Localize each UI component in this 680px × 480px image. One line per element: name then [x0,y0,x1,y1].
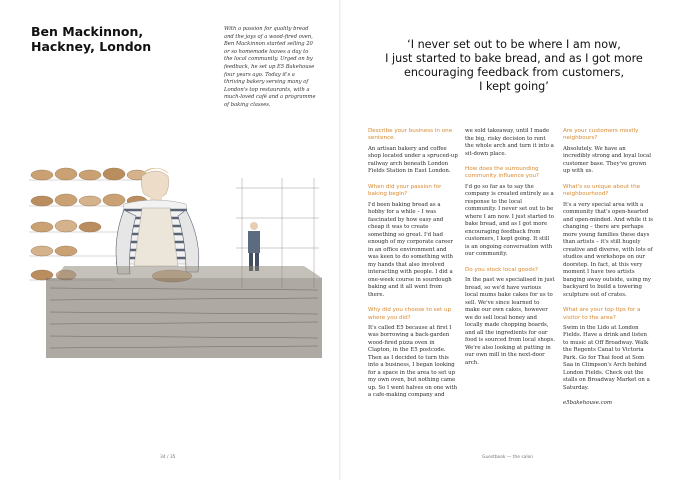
page-gutter [339,0,341,480]
counter [46,266,322,358]
answer: we sold takeaway, until I made the big, risky decision to rent the whole arch and turn it into a sit-down place. [465,128,554,157]
intro-line: Ben Mackinnon started selling 20 [224,41,313,48]
question: When did your passion for baking begin? [368,183,442,198]
pull-quote-line: ‘I never set out to be where I am now, [407,38,621,51]
intro-line: or so homemade loaves a day to [224,48,309,55]
interview-column-2 [465,128,555,375]
question: How does the surrounding community influence you? [465,166,540,180]
pull-quote-line: encouraging feedback from customers, [403,66,625,79]
intro-line: With a passion for quality bread [224,26,309,32]
answer: In the past we specialised in just bread, so we'd have various local mums bake cakes for us to sell. We've since learned to make our own cakes, however we do sell local honey and locally made chopping boards, and all the ingredients for our food is sourced from local shops. We're also looking at putting in our own mill in the next-door arch. [465,277,555,366]
answer: It's a very special area with a community that's open-hearted and open-minded. And while it is changing – there are perhaps more young families these days than artists – it's still hugely creative and diverse, with lots of studios and workshops on our doorstep. In fact, at this very moment I have two artists banging away outside, using my backyard to build a towering sculpture out of crates. [563,201,653,298]
question: Are your customers mostly neighbours? [563,128,639,142]
question: Do you stock local goods? [465,266,538,273]
intro-line: feedback, he set up E5 Bakehouse [224,63,315,70]
intro-line: and the joys of a wood-fired oven, [224,33,313,40]
intro-line: of baking classes. [224,101,271,108]
section-folio: Guestbook — the salon [482,455,534,460]
question: Why did you choose to set up where you did? [368,307,452,321]
pull-quote-line: I just started to bake bread, and as I got more [385,52,643,65]
answer: Swim in the Lido at London Fields. Have a drink and listen to music at Off Broadway. Walk the Regents Canal to Victoria Park. Go for Thai food at Som Saa in Climpson's Arch behind London Fields. Check out the stalls on Broadway Market on a Saturday. [563,324,650,391]
answer: It's called E5 because at first I was borrowing a back-garden wood-fired pizza oven in Clapton, in the E5 postcode. Then as I decided to turn this into a business, I began looking for a space in the area to set up my own oven, but nothing came up. So I went halves on one with a cafe-making company and [368,324,458,399]
page-numbers: 34 / 35 [160,455,176,460]
question: Describe your business in one sentence. [368,128,453,142]
intro-text [224,26,328,110]
question: What are your top tips for a visitor to the area? [563,307,641,321]
intro-line: much-loved café and a programme [224,94,316,101]
location-line: Hackney, London [31,39,152,54]
intro-line: the local community. Urged on by [224,56,313,63]
answer: I'd go so far as to say the company is created entirely as a response to the local community. I never set out to be where I am now. I just started to bake bread, and as I got more encouraging feedback from customers, I kept going. It still is an ongoing conversation with our community. [465,183,555,258]
intro-line: thriving bakery serving many of [224,79,309,86]
question: What's so unique about the neighbourhood? [563,183,641,198]
interviewee-name [31,24,181,54]
answer: I'd been baking bread as a hobby for a while – I was fascinated by how easy and cheap it was to create something so great. I'd had enough of my corporate career in an office environment and was keen to do something with my hands that also involved interacting with people. I did a one-week course in sourdough baking and it all went from there. [368,201,454,298]
answer: Absolutely. We have an incredibly strong and loyal local customer base. They've grown up with us. [563,145,651,175]
website-link[interactable]: e5bakehouse.com [563,400,612,407]
interview-column-3 [563,128,653,408]
baker-illustration [24,148,322,373]
intro-line: London's top restaurants, with a [224,86,310,93]
intro-line: four years ago. Today it's a [224,71,295,78]
name-line: Ben Mackinnon, [31,24,144,39]
pull-quote [372,38,656,94]
background-worker [248,222,260,271]
pull-quote-line: I kept going’ [479,80,549,93]
interview-column-1 [368,128,458,408]
baker-figure [116,168,199,282]
answer: An artisan bakery and coffee shop located under a spruced-up railway arch beneath London Fields Station in East London. [368,145,458,175]
